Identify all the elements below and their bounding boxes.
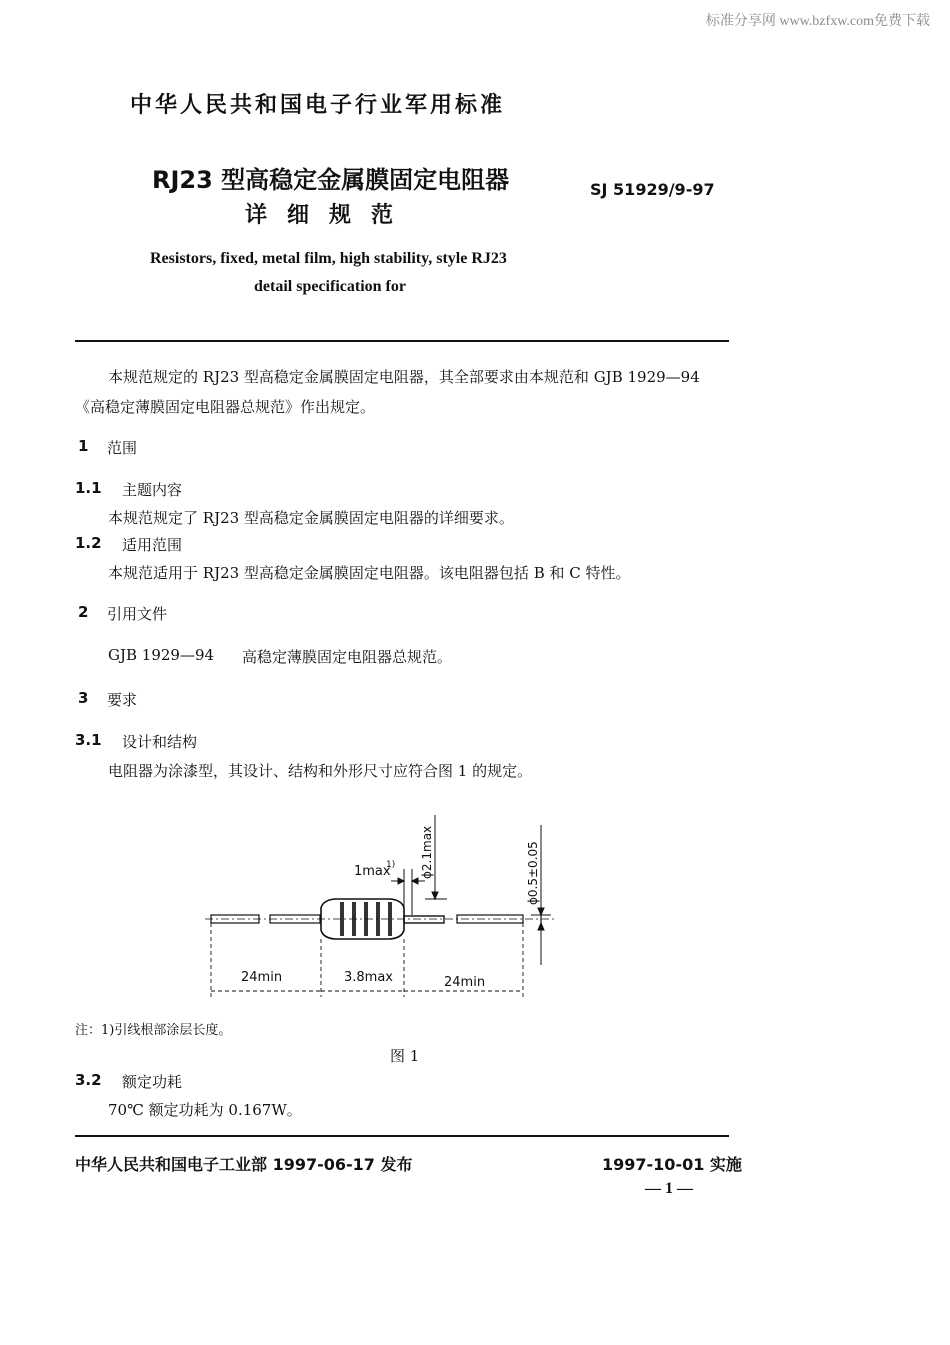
document-subtitle-cn: 详细规范 [245,203,414,228]
section-1-1-body: 本规范规定了 RJ23 型高稳定金属膜固定电阻器的详细要求。 [108,509,514,527]
section-2-number: 2 [78,603,89,621]
section-3-2-number: 3.2 [75,1071,102,1089]
section-3-1-number: 3.1 [75,731,102,749]
footer-rule [75,1135,729,1137]
left-lead-segment [211,915,259,923]
dim-coating-footnote-mark: 1) [386,860,396,870]
section-3-number: 3 [78,689,89,707]
figure-caption: 图 1 [390,1047,420,1065]
section-1-2-body: 本规范适用于 RJ23 型高稳定金属膜固定电阻器。该电阻器包括 B 和 C 特性。 [108,564,631,582]
resistor-outline-figure [195,805,565,1010]
intro-line-1: 本规范规定的 RJ23 型高稳定金属膜固定电阻器，其全部要求由本规范和 GJB 1929—94 [108,368,700,386]
document-subtitle-en: detail specification for [254,278,406,295]
dim-right-lead-length-label: 24min [444,975,486,990]
section-2-title: 引用文件 [107,605,168,623]
section-3-2-title: 额定功耗 [122,1073,183,1091]
standard-number: SJ 51929/9-97 [590,180,715,199]
dim-body-length-label: 3.8max [344,970,393,985]
effective-date: 1997-10-01 实施 [602,1155,742,1174]
dim-coating-length-label: 1max [354,864,391,879]
section-1-1-number: 1.1 [75,479,102,497]
watermark: 标准分享网 www.bzfxw.com免费下载 [705,14,930,29]
section-1-1-title: 主题内容 [122,481,183,499]
section-3-1-body: 电阻器为涂漆型，其设计、结构和外形尺寸应符合图 1 的规定。 [108,762,533,780]
section-1-2-number: 1.2 [75,534,102,552]
dim-lead-diameter-label: ϕ0.5±0.05 [526,841,540,905]
page-number: — 1 — [645,1180,693,1197]
document-title-en: Resistors, fixed, metal film, high stability, style RJ23 [150,250,507,267]
reference-code: GJB 1929—94 [108,646,215,664]
section-1-number: 1 [78,437,89,455]
document-title-cn: RJ23 型高稳定金属膜固定电阻器 [152,166,510,194]
section-3-2-body: 70℃ 额定功耗为 0.167W。 [108,1101,302,1119]
figure-note: 注：1)引线根部涂层长度。 [75,1023,232,1038]
header-rule [75,340,729,342]
lead-coating-root [404,916,444,923]
standard-category-heading: 中华人民共和国电子行业军用标准 [130,93,506,118]
section-1-title: 范围 [107,439,138,457]
dim-body-diameter-label: ϕ2.1max [420,825,434,879]
section-1-2-title: 适用范围 [122,536,183,554]
section-3-title: 要求 [107,691,138,709]
section-3-1-title: 设计和结构 [122,733,198,751]
dim-left-lead-length-label: 24min [241,970,283,985]
intro-line-2: 《高稳定薄膜固定电阻器总规范》作出规定。 [75,398,376,416]
issuer-and-release-date: 中华人民共和国电子工业部 1997-06-17 发布 [75,1155,413,1174]
reference-title: 高稳定薄膜固定电阻器总规范。 [242,648,453,666]
